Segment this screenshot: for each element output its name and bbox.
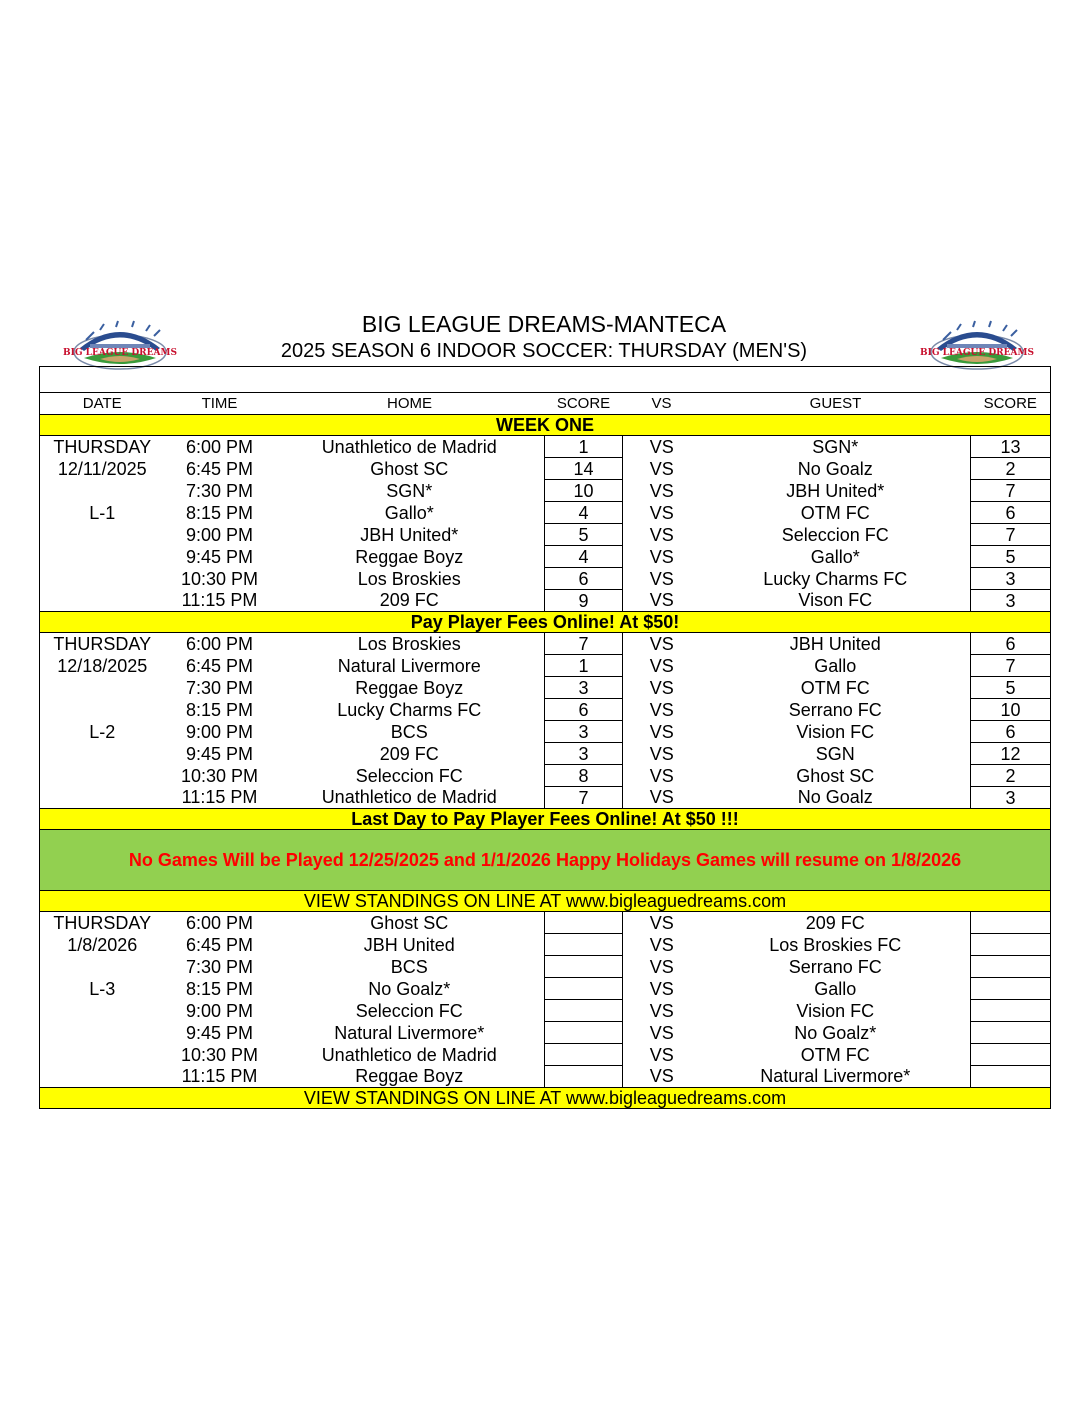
game-row xyxy=(40,655,1051,677)
guest-team: Seleccion FC xyxy=(781,524,889,545)
game-time: 6:45 PM xyxy=(185,655,254,676)
guest-team: OTM FC xyxy=(800,502,870,523)
home-score: 9 xyxy=(545,590,623,612)
game-time: 9:45 PM xyxy=(185,546,254,567)
home-team: Natural Livermore xyxy=(337,655,481,676)
guest-team: No Goalz xyxy=(701,787,971,809)
yellow-banner xyxy=(40,415,1051,436)
guest-team: JBH United xyxy=(789,633,881,654)
guest-score: 2 xyxy=(971,765,1051,787)
game-date: THURSDAY xyxy=(40,436,165,458)
home-score: 6 xyxy=(545,699,623,721)
spacer-row xyxy=(40,367,1051,393)
guest-score: 7 xyxy=(971,655,1051,677)
home-score: 1 xyxy=(545,655,623,677)
home-score: 4 xyxy=(545,546,623,568)
vs-label: VS xyxy=(649,1022,674,1043)
game-time: 9:45 PM xyxy=(185,1022,254,1043)
game-row xyxy=(40,524,1051,546)
guest-score: 3 xyxy=(971,590,1051,612)
guest-score: 6 xyxy=(971,633,1051,655)
game-time: 9:45 PM xyxy=(185,743,254,764)
guest-team: No Goalz xyxy=(797,458,873,479)
game-date: THURSDAY xyxy=(40,633,165,655)
home-team: Seleccion FC xyxy=(355,765,463,786)
last-day-banner xyxy=(40,809,1051,830)
game-row xyxy=(40,436,1051,458)
vs-label: VS xyxy=(649,480,674,501)
guest-score: 7 xyxy=(971,480,1051,502)
vs-label: VS xyxy=(649,546,674,567)
guest-score xyxy=(971,1022,1051,1044)
guest-team: Lucky Charms FC xyxy=(763,568,908,589)
game-row xyxy=(40,765,1051,787)
game-row xyxy=(40,546,1051,568)
vs-label: VS xyxy=(649,655,674,676)
game-date xyxy=(40,590,165,612)
game-time: 11:15 PM xyxy=(165,787,275,809)
game-time: 6:00 PM xyxy=(185,436,254,457)
guest-team: OTM FC xyxy=(800,677,870,698)
vs-label: VS xyxy=(649,633,674,654)
column-header: DATE xyxy=(40,393,165,415)
game-date: 1/8/2026 xyxy=(40,934,165,956)
game-date xyxy=(40,699,165,721)
last-day-banner-text: Last Day to Pay Player Fees Online! At $50 !!! xyxy=(40,809,1051,830)
game-time: 8:15 PM xyxy=(185,699,254,720)
game-time: 8:15 PM xyxy=(185,502,254,523)
home-score: 3 xyxy=(545,721,623,743)
game-date: 12/11/2025 xyxy=(40,458,165,480)
game-row xyxy=(40,590,1051,612)
guest-team: Gallo xyxy=(814,655,857,676)
holiday-notice xyxy=(40,830,1051,891)
guest-score xyxy=(971,1066,1051,1088)
home-team: Los Broskies xyxy=(357,633,461,654)
game-row xyxy=(40,956,1051,978)
game-time: 10:30 PM xyxy=(180,765,259,786)
guest-score xyxy=(971,978,1051,1000)
guest-team: Gallo* xyxy=(810,546,860,567)
svg-text:BIG LEAGUE DREAMS: BIG LEAGUE DREAMS xyxy=(920,348,1034,358)
guest-score xyxy=(971,1044,1051,1066)
game-time: 9:00 PM xyxy=(185,1000,254,1021)
home-score xyxy=(545,1022,623,1044)
home-team: Unathletico de Madrid xyxy=(321,436,497,457)
vs-label: VS xyxy=(649,458,674,479)
game-row xyxy=(40,1000,1051,1022)
game-row xyxy=(40,978,1051,1000)
home-team: 209 FC xyxy=(379,743,439,764)
home-score xyxy=(545,1000,623,1022)
game-time: 9:00 PM xyxy=(185,524,254,545)
standings-footer-banner-text: VIEW STANDINGS ON LINE AT www.bigleaguedreams.com xyxy=(40,1088,1051,1109)
home-score xyxy=(545,956,623,978)
vs-label: VS xyxy=(649,1000,674,1021)
column-header: SCORE xyxy=(971,393,1051,415)
home-score xyxy=(545,1044,623,1066)
game-time: 7:30 PM xyxy=(185,956,254,977)
yellow-banner-text: Pay Player Fees Online! At $50! xyxy=(40,612,1051,633)
page-subtitle: 2025 SEASON 6 INDOOR SOCCER: THURSDAY (MEN'S) xyxy=(280,340,808,362)
guest-score: 6 xyxy=(971,721,1051,743)
yellow-banner xyxy=(40,612,1051,633)
game-row xyxy=(40,480,1051,502)
vs-label: VS xyxy=(649,765,674,786)
home-team: Ghost SC xyxy=(370,458,449,479)
guest-team: OTM FC xyxy=(800,1044,870,1065)
column-header: GUEST xyxy=(701,393,971,415)
vs-label: VS xyxy=(649,524,674,545)
guest-team: Ghost SC xyxy=(796,765,875,786)
guest-team: Natural Livermore* xyxy=(701,1066,971,1088)
vs-label: VS xyxy=(649,743,674,764)
home-team: BCS xyxy=(390,956,428,977)
game-date: 12/18/2025 xyxy=(40,655,165,677)
game-row xyxy=(40,633,1051,655)
game-date: L-3 xyxy=(40,978,165,1000)
game-row xyxy=(40,1044,1051,1066)
guest-team: SGN* xyxy=(812,436,859,457)
home-score: 4 xyxy=(545,502,623,524)
game-date xyxy=(40,480,165,502)
guest-team: No Goalz* xyxy=(794,1022,877,1043)
home-score: 8 xyxy=(545,765,623,787)
home-team: JBH United* xyxy=(360,524,459,545)
guest-team: 209 FC xyxy=(805,912,865,933)
vs-label: VS xyxy=(649,956,674,977)
guest-score: 3 xyxy=(971,568,1051,590)
game-row xyxy=(40,502,1051,524)
vs-label: VS xyxy=(623,787,701,809)
game-date xyxy=(40,956,165,978)
game-date: L-1 xyxy=(40,502,165,524)
game-date xyxy=(40,765,165,787)
yellow-banner-text: WEEK ONE xyxy=(40,415,1051,436)
home-team: Gallo* xyxy=(384,502,434,523)
vs-label: VS xyxy=(649,978,674,999)
home-score xyxy=(545,934,623,956)
page-title: BIG LEAGUE DREAMS-MANTECA xyxy=(361,311,727,337)
vs-label: VS xyxy=(649,1044,674,1065)
home-team: Reggae Boyz xyxy=(355,677,464,698)
game-row xyxy=(40,787,1051,809)
home-score: 3 xyxy=(545,743,623,765)
game-date xyxy=(40,1044,165,1066)
home-team: Unathletico de Madrid xyxy=(275,787,545,809)
game-date xyxy=(40,787,165,809)
holiday-notice-text: No Games Will be Played 12/25/2025 and 1/1/2026 Happy Holidays Games will resume on 1/8/2026 xyxy=(40,830,1051,891)
guest-score: 12 xyxy=(971,743,1051,765)
guest-score xyxy=(971,956,1051,978)
column-header-row xyxy=(40,393,1051,415)
guest-team: JBH United* xyxy=(786,480,885,501)
game-time: 6:00 PM xyxy=(185,912,254,933)
yellow-banner-text: VIEW STANDINGS ON LINE AT www.bigleaguedreams.com xyxy=(40,891,1051,912)
guest-team: Serrano FC xyxy=(788,956,882,977)
standings-footer-banner xyxy=(40,1088,1051,1109)
guest-score: 10 xyxy=(971,699,1051,721)
game-time: 11:15 PM xyxy=(165,1066,275,1088)
vs-label: VS xyxy=(649,502,674,523)
game-row xyxy=(40,1066,1051,1088)
home-score: 7 xyxy=(545,787,623,809)
game-row xyxy=(40,677,1051,699)
guest-team: Gallo xyxy=(814,978,857,999)
guest-score: 13 xyxy=(971,436,1051,458)
game-time: 8:15 PM xyxy=(185,978,254,999)
home-score: 14 xyxy=(545,458,623,480)
game-time: 6:45 PM xyxy=(185,934,254,955)
home-team: Seleccion FC xyxy=(355,1000,463,1021)
game-row xyxy=(40,912,1051,934)
guest-team: Serrano FC xyxy=(788,699,882,720)
guest-score: 7 xyxy=(971,524,1051,546)
vs-label: VS xyxy=(649,436,674,457)
game-date xyxy=(40,1022,165,1044)
game-date xyxy=(40,677,165,699)
game-date: THURSDAY xyxy=(40,912,165,934)
guest-team: Vision FC xyxy=(796,721,875,742)
home-score: 7 xyxy=(545,633,623,655)
game-date xyxy=(40,743,165,765)
yellow-banner xyxy=(40,891,1051,912)
home-team: Natural Livermore* xyxy=(334,1022,485,1043)
home-score xyxy=(545,978,623,1000)
column-header: SCORE xyxy=(545,393,623,415)
game-time: 6:45 PM xyxy=(185,458,254,479)
game-date xyxy=(40,524,165,546)
home-score: 3 xyxy=(545,677,623,699)
schedule-table xyxy=(39,366,1051,1109)
game-row xyxy=(40,1022,1051,1044)
game-row xyxy=(40,721,1051,743)
guest-score: 6 xyxy=(971,502,1051,524)
home-team: No Goalz* xyxy=(368,978,451,999)
guest-score xyxy=(971,934,1051,956)
home-team: SGN* xyxy=(386,480,433,501)
guest-score: 2 xyxy=(971,458,1051,480)
home-team: Los Broskies xyxy=(357,568,461,589)
column-header: TIME xyxy=(165,393,275,415)
vs-label: VS xyxy=(623,1066,701,1088)
game-time: 6:00 PM xyxy=(185,633,254,654)
home-score: 5 xyxy=(545,524,623,546)
game-time: 7:30 PM xyxy=(185,480,254,501)
home-team: 209 FC xyxy=(275,590,545,612)
guest-score xyxy=(971,912,1051,934)
game-time: 7:30 PM xyxy=(185,677,254,698)
game-time: 10:30 PM xyxy=(180,1044,259,1065)
guest-team: Los Broskies FC xyxy=(769,934,902,955)
home-team: Reggae Boyz xyxy=(355,546,464,567)
home-team: Lucky Charms FC xyxy=(337,699,482,720)
game-date xyxy=(40,1000,165,1022)
guest-score: 3 xyxy=(971,787,1051,809)
home-team: Reggae Boyz xyxy=(275,1066,545,1088)
game-date xyxy=(40,568,165,590)
vs-label: VS xyxy=(623,590,701,612)
guest-team: Vison FC xyxy=(701,590,971,612)
guest-team: SGN xyxy=(815,743,855,764)
vs-label: VS xyxy=(649,934,674,955)
home-team: JBH United xyxy=(363,934,455,955)
game-date xyxy=(40,1066,165,1088)
guest-score: 5 xyxy=(971,546,1051,568)
game-row xyxy=(40,568,1051,590)
game-time: 10:30 PM xyxy=(180,568,259,589)
game-row xyxy=(40,699,1051,721)
game-row xyxy=(40,934,1051,956)
game-row xyxy=(40,458,1051,480)
vs-label: VS xyxy=(649,912,674,933)
home-score: 10 xyxy=(545,480,623,502)
vs-label: VS xyxy=(649,699,674,720)
game-time: 11:15 PM xyxy=(165,590,275,612)
game-row xyxy=(40,743,1051,765)
vs-label: VS xyxy=(649,721,674,742)
column-header: HOME xyxy=(275,393,545,415)
column-header: VS xyxy=(623,393,701,415)
vs-label: VS xyxy=(649,677,674,698)
game-date: L-2 xyxy=(40,721,165,743)
guest-score: 5 xyxy=(971,677,1051,699)
guest-team: Vision FC xyxy=(796,1000,875,1021)
home-team: BCS xyxy=(390,721,428,742)
svg-text:BIG LEAGUE DREAMS: BIG LEAGUE DREAMS xyxy=(63,348,177,358)
guest-score xyxy=(971,1000,1051,1022)
home-score: 1 xyxy=(545,436,623,458)
vs-label: VS xyxy=(649,568,674,589)
home-score xyxy=(545,912,623,934)
home-score xyxy=(545,1066,623,1088)
game-date xyxy=(40,546,165,568)
home-team: Unathletico de Madrid xyxy=(321,1044,497,1065)
home-score: 6 xyxy=(545,568,623,590)
game-time: 9:00 PM xyxy=(185,721,254,742)
home-team: Ghost SC xyxy=(370,912,449,933)
